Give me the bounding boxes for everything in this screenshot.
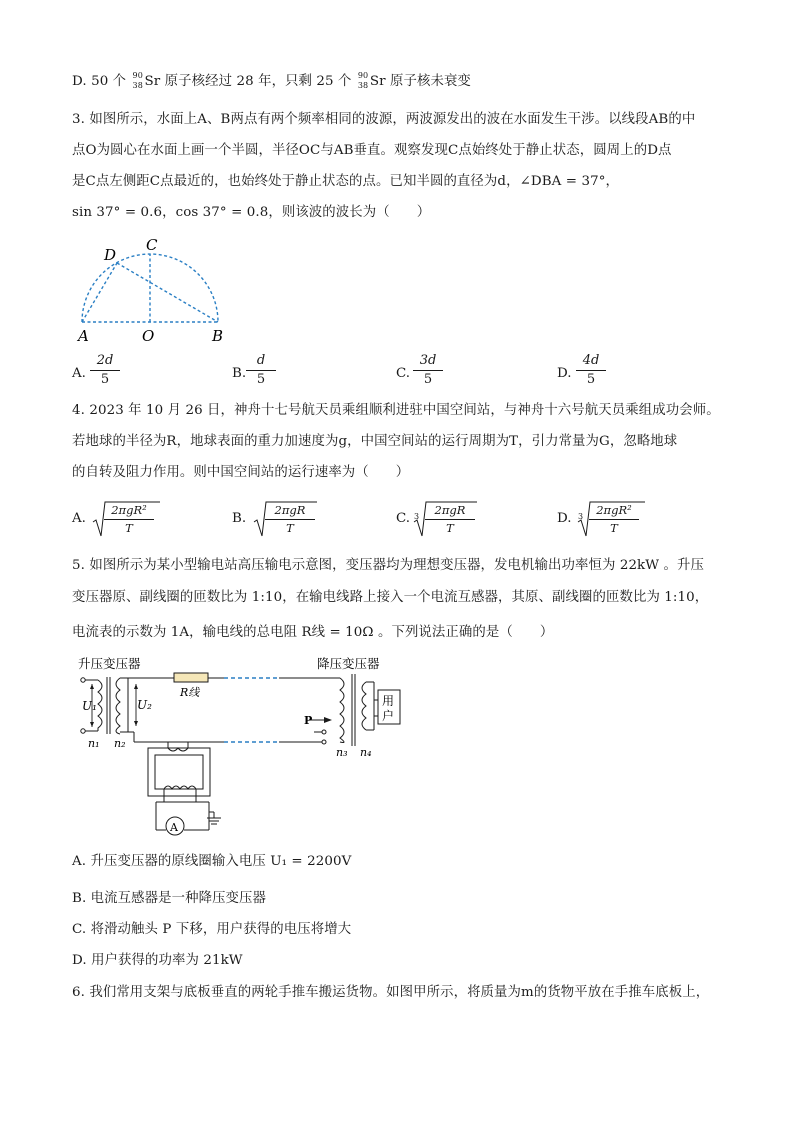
q3-option-c-label[interactable]: C. xyxy=(396,366,411,381)
q3-option-a-label[interactable]: A. xyxy=(72,366,86,381)
q5-line-3: 电流表的示数为 1A，输电线的总电阻 R线 = 10Ω 。下列说法正确的是（ ） xyxy=(72,625,554,640)
nuclide-sr90: 90 38 xyxy=(132,70,143,90)
label-a: A xyxy=(78,327,89,345)
q4-line-1: 4. 2023 年 10 月 26 日，神舟十七号航天员乘组顺利进驻中国空间站，与神舟十六号航天员乘组成功会师。 xyxy=(72,403,720,418)
nuclide-sr90-2: 90 38 xyxy=(357,70,369,90)
q4-option-a-label[interactable]: A. xyxy=(72,511,86,526)
label-step-down: 降压变压器 xyxy=(317,656,380,671)
q5-option-b[interactable]: B. 电流互感器是一种降压变压器 xyxy=(72,891,267,906)
label-d: D xyxy=(104,246,117,264)
q4-option-d-value: 3 2πgR² T xyxy=(577,500,647,540)
q3-line-3: 是C点左侧距C点最近的，也始终处于静止状态的点。已知半圆的直径为d，∠DBA = 37°， xyxy=(72,174,619,189)
label-b: B xyxy=(212,327,224,345)
label-n1: n₁ xyxy=(88,737,100,750)
q4-option-b-label[interactable]: B. xyxy=(232,511,247,526)
q3-option-a-value: $\frac{2d}{5}$ xyxy=(90,352,120,389)
q3-option-b-value: $\frac{d}{5}$ xyxy=(246,352,276,389)
q3-line-1: 3. 如图所示，水面上A、B两点有两个频率相同的波源，两波源发出的波在水面发生干涉。以线段AB的中 xyxy=(72,112,696,127)
q3-option-b-label[interactable]: B. xyxy=(232,366,247,381)
label-o: O xyxy=(142,327,155,345)
q3-option-d-label[interactable]: D. xyxy=(557,366,572,381)
q4-option-a-value: 2πgR² T xyxy=(92,500,162,540)
q4-line-2: 若地球的半径为R，地球表面的重力加速度为g，中国空间站的运行周期为T，引力常量为G，忽略地球 xyxy=(72,434,678,449)
q4-option-c-value: 3 2πgR T xyxy=(413,500,483,540)
q6-line-1: 6. 我们常用支架与底板垂直的两轮手推车搬运货物。如图甲所示，将质量为m的货物平放在手推车底板上， xyxy=(72,985,710,1000)
q4-line-3: 的自转及阻力作用。则中国空间站的运行速率为（ ） xyxy=(72,465,410,480)
label-user-top: 用 xyxy=(382,694,395,708)
q2-option-d: D. 50 个 90 38 Sr 原子核经过 28 年，只剩 25 个 90 38 Sr 原子核未衰变 xyxy=(72,70,471,90)
label-n4: n₄ xyxy=(360,746,372,759)
label-ammeter: A xyxy=(170,821,178,834)
label-n3: n₃ xyxy=(336,746,348,759)
label-p: P xyxy=(304,714,313,727)
label-c: C xyxy=(146,236,158,254)
q5-line-1: 5. 如图所示为某小型输电站高压输电示意图，变压器均为理想变压器，发电机输出功率恒为 22kW 。升压 xyxy=(72,558,704,573)
q3-option-c-value: $\frac{3d}{5}$ xyxy=(413,352,443,389)
q4-option-c-label[interactable]: C. xyxy=(396,511,411,526)
label-u2: U₂ xyxy=(137,698,152,712)
label-u1: U₁ xyxy=(82,699,97,713)
q3-option-d-value: $\frac{4d}{5}$ xyxy=(576,352,606,389)
q3-line-2: 点O为圆心在水面上画一个半圆，半径OC与AB垂直。观察发现C点始终处于静止状态，圆周上的D点 xyxy=(72,143,672,158)
label-n2: n₂ xyxy=(114,737,126,750)
q5-option-d[interactable]: D. 用户获得的功率为 21kW xyxy=(72,953,243,968)
q4-option-b-value: 2πgR T xyxy=(253,500,323,540)
q3-semicircle-figure xyxy=(70,232,235,347)
q5-option-a[interactable]: A. 升压变压器的原线圈输入电压 U₁ = 2200V xyxy=(72,854,352,869)
label-resistor: R线 xyxy=(180,686,200,699)
label-user-bottom: 户 xyxy=(382,709,395,723)
q5-option-c[interactable]: C. 将滑动触头 P 下移，用户获得的电压将增大 xyxy=(72,922,352,937)
q5-line-2: 变压器原、副线圈的匝数比为 1:10，在输电线路上接入一个电流互感器，其原、副线圈的匝数比为 1:10， xyxy=(72,590,709,605)
label-step-up: 升压变压器 xyxy=(78,656,141,671)
q3-line-4: sin 37° = 0.6，cos 37° = 0.8，则该波的波长为（ ） xyxy=(72,205,431,220)
q5-transmission-circuit-figure xyxy=(74,652,404,837)
q4-option-d-label[interactable]: D. xyxy=(557,511,572,526)
